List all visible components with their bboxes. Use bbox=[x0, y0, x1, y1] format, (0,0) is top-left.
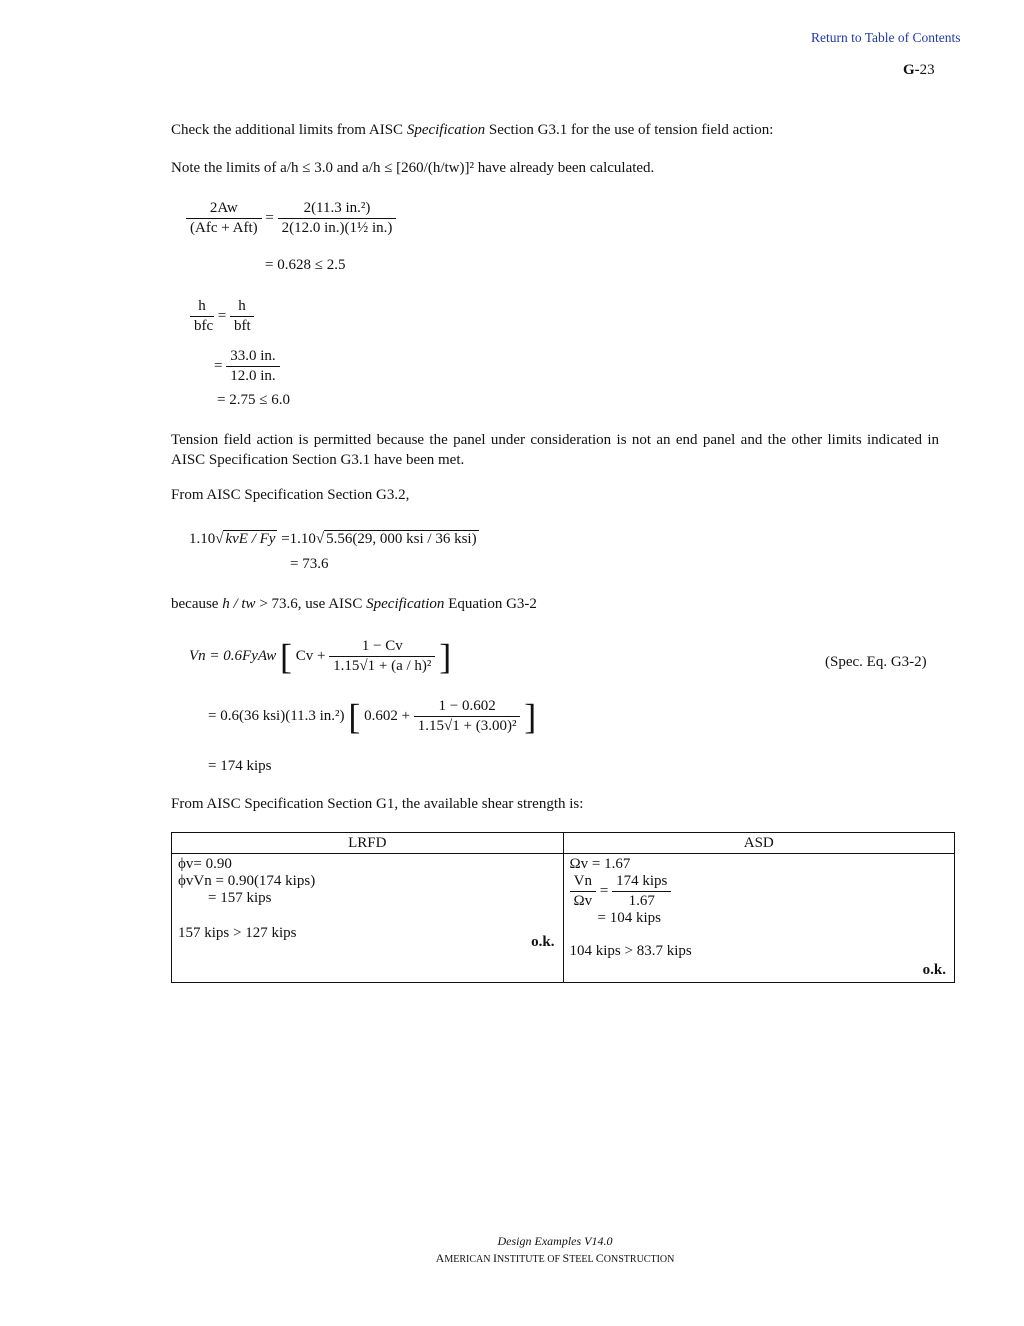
paragraph-note-limits: Note the limits of a/h ≤ 3.0 and a/h ≤ [260/(h/tw)]² have already been calculated. bbox=[171, 160, 655, 176]
equation-flange-ratio-value: = $\frac{33.0 in.}{12.0 in.}$ bbox=[214, 348, 280, 385]
paragraph-section-g32: From AISC Specification Section G3.2, bbox=[171, 487, 410, 503]
paragraph-check-limits: Check the additional limits from AISC Specification Section G3.1 for the use of tension field action: bbox=[171, 122, 774, 138]
footer-edition: Design Examples V14.0 bbox=[497, 1234, 613, 1248]
equation-slenderness-limit: 1.10√ kvE / Fy =1.10√ 5.56(29, 000 ksi / 36 ksi) bbox=[189, 531, 477, 547]
lrfd-check: 157 kips > 127 kips o.k. bbox=[178, 925, 555, 950]
lrfd-asd-table bbox=[171, 832, 955, 983]
table-header-lrfd: LRFD bbox=[172, 833, 564, 854]
equation-g3-2-substituted: = 0.6(36 ksi)(11.3 in.²) [ 0.602 + $\frac{1 - 0.602}{\text{1.15√1 + (3.00)²}}$ ] bbox=[208, 696, 537, 737]
paragraph-tension-field-permitted: Tension field action is permitted because the panel under consideration is not an end panel and the other limits indicated in AISC Specification Section G3.1 have been met. bbox=[171, 432, 939, 468]
lrfd-phi-vn: ϕvVn = 0.90(174 kips) bbox=[178, 873, 316, 889]
return-to-toc-link[interactable]: Return to Table of Contents bbox=[811, 30, 961, 45]
lrfd-phi: ϕv= 0.90 bbox=[178, 856, 232, 872]
page-number: G-23 bbox=[903, 62, 935, 78]
paragraph-available-strength: From AISC Specification Section G1, the available shear strength is: bbox=[171, 796, 584, 812]
equation-flange-ratio-result: = 2.75 ≤ 6.0 bbox=[217, 392, 290, 408]
asd-cell bbox=[563, 854, 955, 983]
asd-fraction: $\frac{Vn}{\Omega v}$ = $\frac{\text{174 kips}}{1.67}$ bbox=[570, 873, 949, 910]
equation-area-ratio-result: = 0.628 ≤ 2.5 bbox=[265, 257, 346, 273]
lrfd-ok: o.k. bbox=[531, 934, 555, 950]
equation-area-ratio: $\frac{2Aw}{\text{(Afc + Aft)}}$ = $\frac{\text{2(11.3 in.²)}}{\text{2(12.0 in.)(1½ in.)}}$ bbox=[186, 200, 396, 237]
equation-g3-2: Vn = 0.6FyAw [ Cv + $\frac{1 - Cv}{\text{1.15√1 + (a / h)²}}$ ] bbox=[189, 636, 452, 677]
equation-nominal-shear-result: = 174 kips bbox=[208, 758, 272, 774]
equation-flange-ratio: $\frac{h}{\text{bfc}}$ = $\frac{h}{\text{bft}}$ bbox=[190, 298, 254, 335]
lrfd-cell bbox=[172, 854, 564, 983]
asd-result: = 104 kips bbox=[597, 910, 661, 926]
equation-reference: (Spec. Eq. G3-2) bbox=[825, 654, 927, 670]
asd-ok: o.k. bbox=[922, 962, 946, 978]
paragraph-because-slenderness: because h / tw > 73.6, use AISC Specification Equation G3-2 bbox=[171, 596, 537, 612]
table-header-asd: ASD bbox=[563, 833, 955, 854]
footer-publisher: AMERICAN INSTITUTE OF STEEL CONSTRUCTION bbox=[435, 1251, 675, 1265]
equation-slenderness-result: = 73.6 bbox=[290, 556, 329, 572]
asd-omega: Ωv = 1.67 bbox=[569, 856, 631, 872]
asd-check: 104 kips > 83.7 kips o.k. bbox=[569, 943, 946, 978]
lrfd-result: = 157 kips bbox=[208, 890, 272, 906]
